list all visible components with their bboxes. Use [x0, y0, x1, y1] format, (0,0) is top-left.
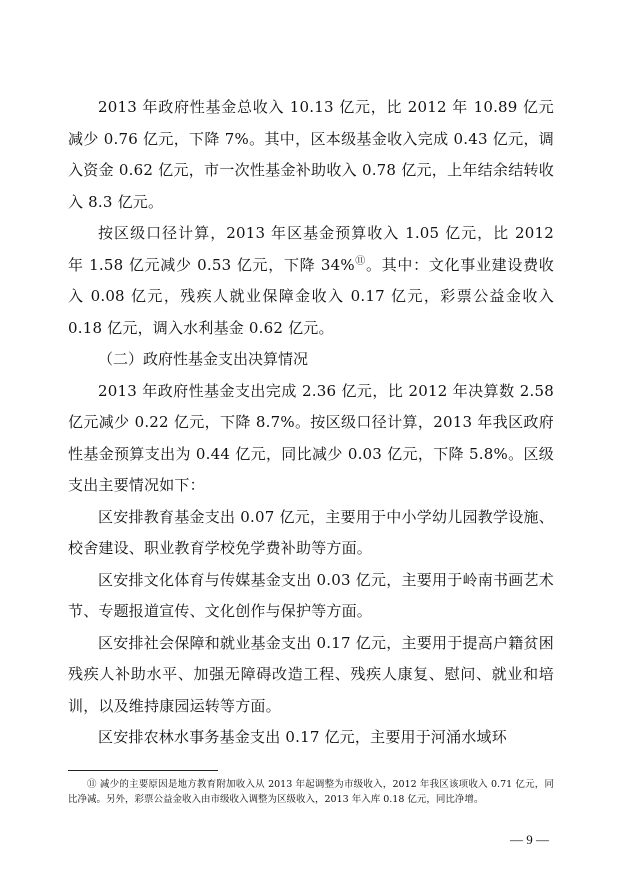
- paragraph-education-fund: 区安排教育基金支出 0.07 亿元，主要用于中小学幼儿园教学设施、校舍建设、职业教育学校免学费补助等方面。: [68, 507, 554, 557]
- footnote: ⑪ 减少的主要原因是地方教育附加收入从 2013 年起调整为市级收入，2012 年我区该项收入 0.71 亿元，同比净减。另外，彩票公益金收入由市级收入调整为区级收入，2013 年入库 0.18 亿元，同比净增。: [68, 779, 554, 805]
- paragraph-fund-revenue-district: [68, 218, 554, 344]
- paragraph-fund-revenue-total: 2013 年政府性基金总收入 10.13 亿元，比 2012 年 10.89 亿元减少 0.76 亿元，下降 7%。其中，区本级基金收入完成 0.43 亿元，调入资金 0.62 亿元，市一次性基金补助收入 0.78 亿元，上年结余结转收入 8.3 亿元。: [68, 98, 554, 211]
- section-heading: （二）政府性基金支出决算情况: [98, 350, 309, 368]
- body-text: [68, 92, 554, 754]
- footnote-divider: [68, 770, 218, 771]
- paragraph-agriculture-fund: 区安排农林水事务基金支出 0.17 亿元，主要用于河涌水域环: [98, 728, 507, 746]
- footnote-reference: ⑪: [354, 255, 367, 267]
- paragraph-social-security-fund: 区安排社会保障和就业基金支出 0.17 亿元，主要用于提高户籍贫困残疾人补助水平、加强无障碍改造工程、残疾人康复、慰问、就业和培训，以及维持康园运转等方面。: [68, 633, 554, 715]
- paragraph-fund-revenue-district-part2: 。其中：文化事业建设费收入 0.08 亿元，残疾人就业保障金收入 0.17 亿元，彩票公益金收入 0.18 亿元，调入水利基金 0.62 亿元。: [68, 255, 554, 337]
- paragraph-culture-fund: 区安排文化体育与传媒基金支出 0.03 亿元，主要用于岭南书画艺术节、专题报道宣传、文化创作与保护等方面。: [68, 570, 554, 620]
- page-number: — 9 —: [510, 832, 549, 847]
- paragraph-fund-revenue-district-part1: 按区级口径计算，2013 年区基金预算收入 1.05 亿元，比 2012 年 1.58 亿元减少 0.53 亿元，下降 34%: [68, 224, 554, 274]
- paragraph-fund-expenditure-total: 2013 年政府性基金支出完成 2.36 亿元，比 2012 年决算数 2.58 亿元减少 0.22 亿元，下降 8.7%。按区级口径计算，2013 年我区政府性基金预算支出为 0.44 亿元，同比减少 0.03 亿元，下降 5.8%。区级支出主要情况如下：: [68, 381, 554, 494]
